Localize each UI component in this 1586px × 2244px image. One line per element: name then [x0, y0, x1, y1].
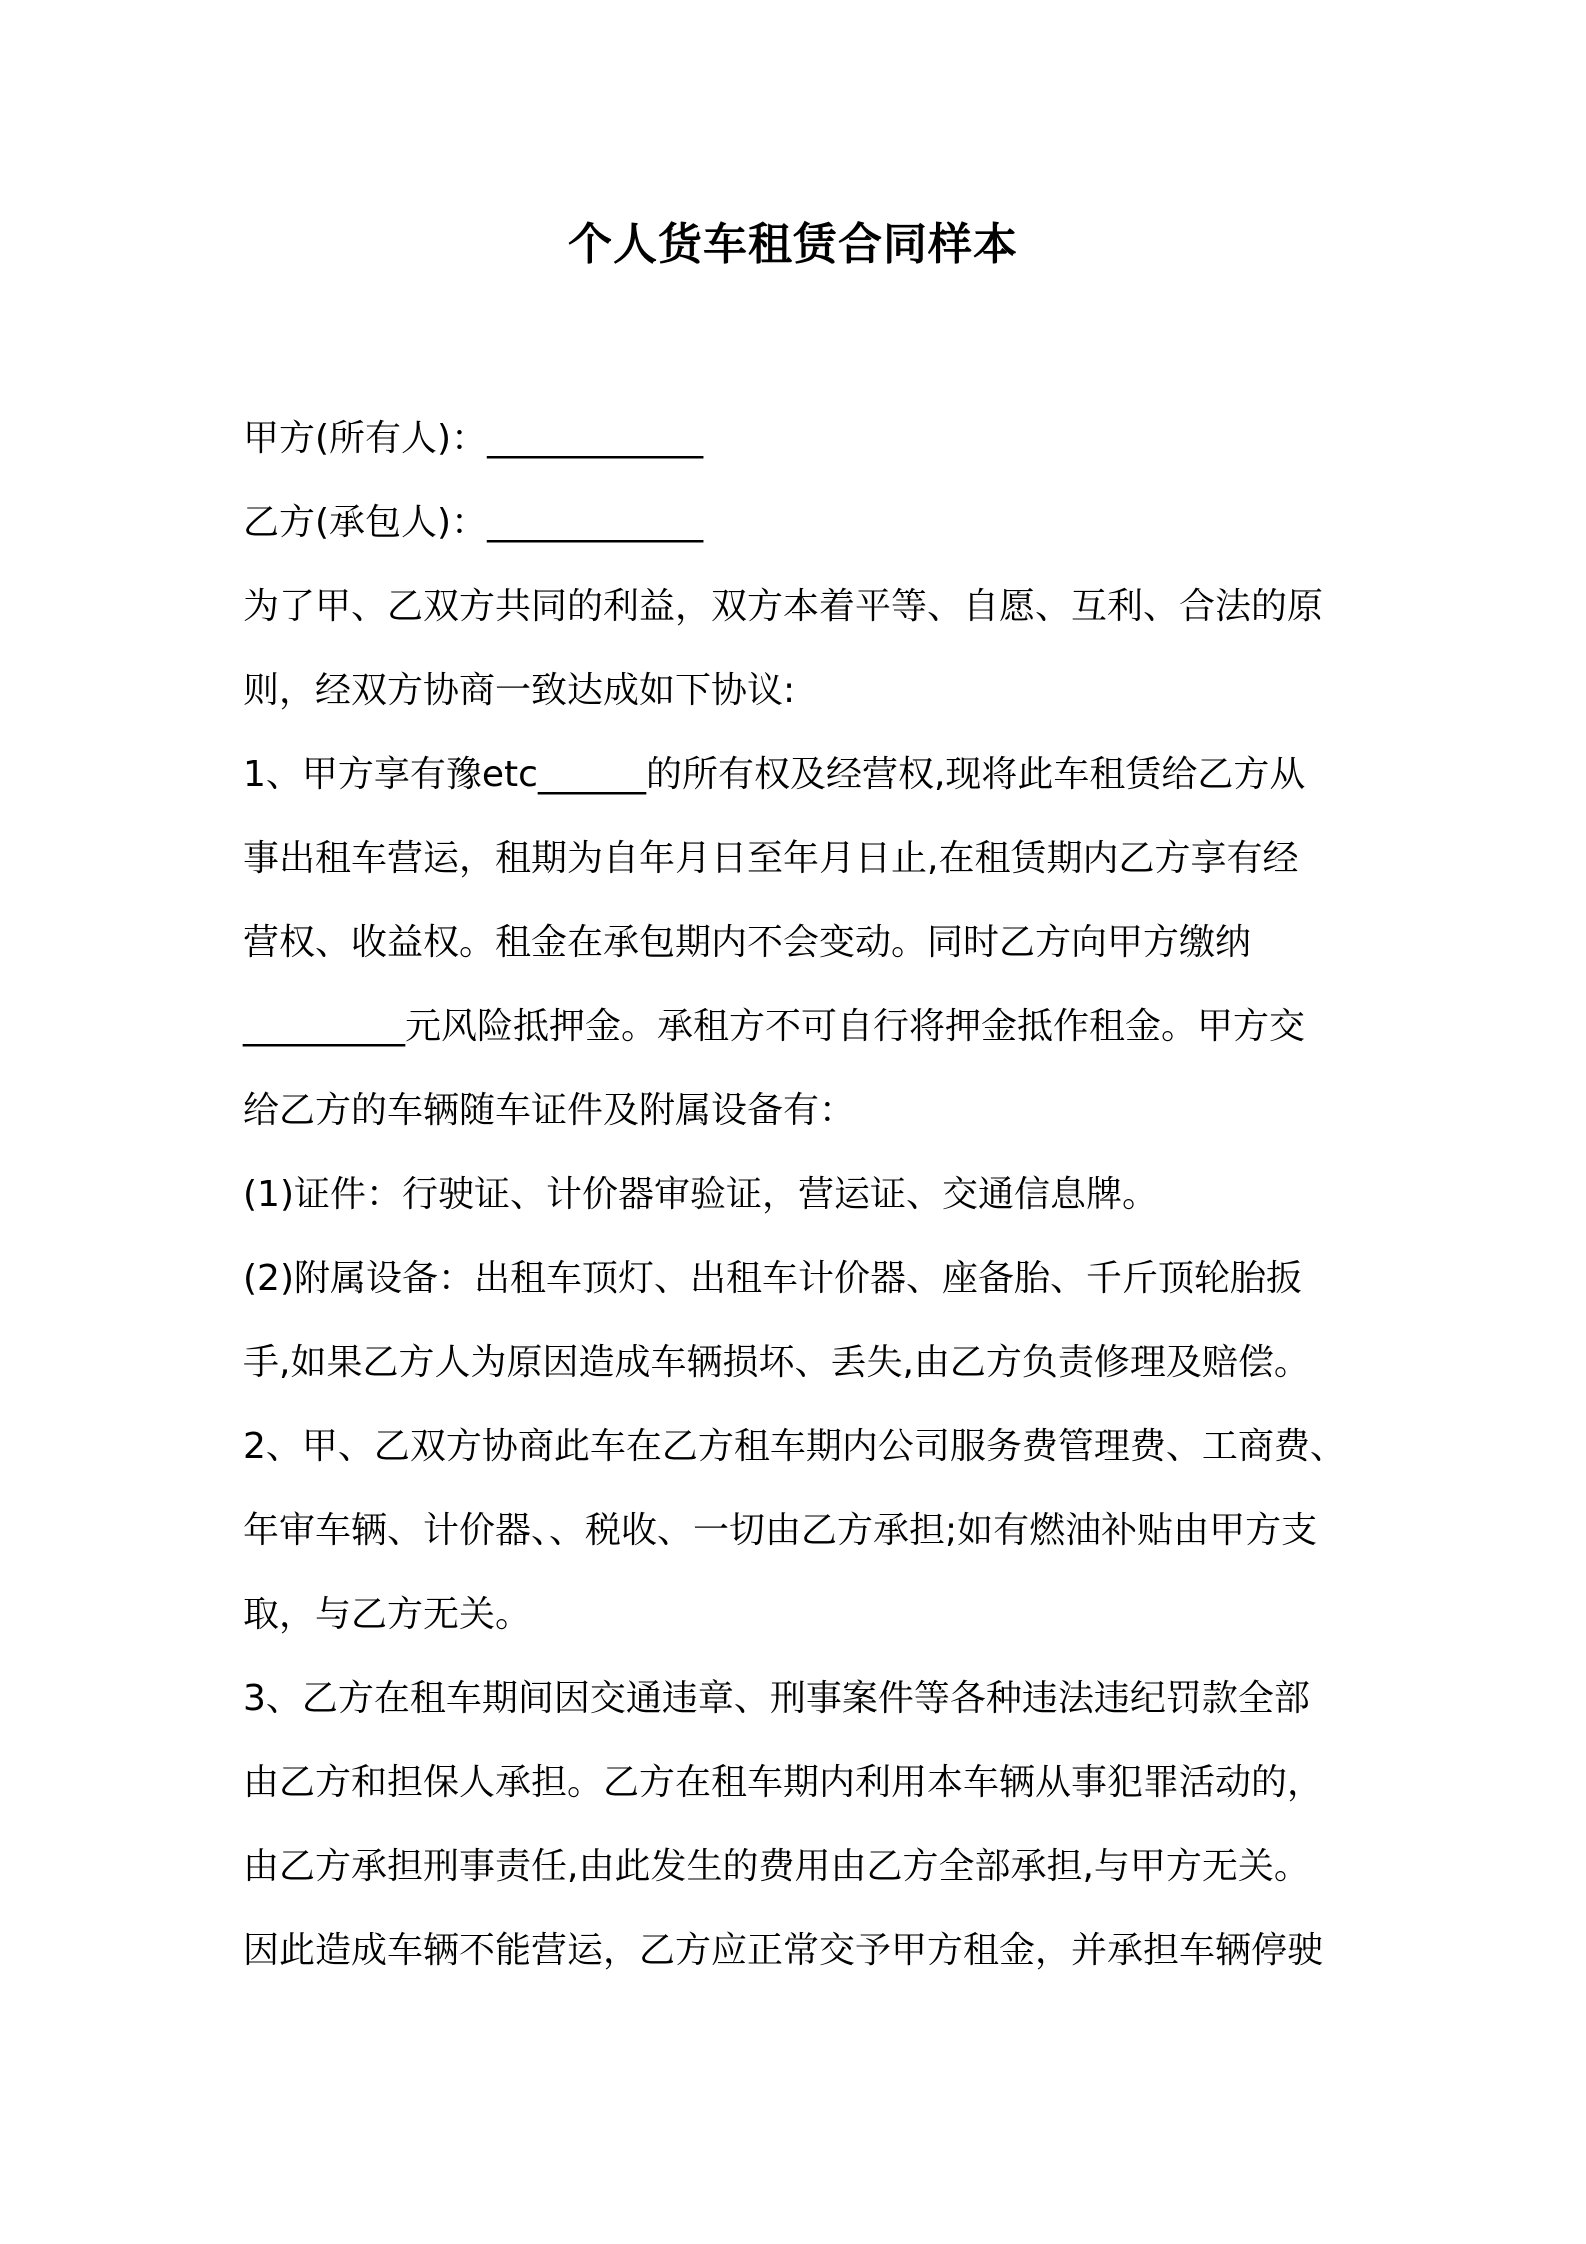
- document-title: 个人货车租赁合同样本: [568, 219, 1018, 270]
- body-line: _________元风险抵押金。承租方不可自行将押金抵作租金。甲方交: [243, 1006, 1306, 1047]
- clause-1-item-2-line: (2)附属设备：出租车顶灯、出租车计价器、座备胎、千斤顶轮胎扳: [243, 1258, 1302, 1299]
- clause-1-item-1-line: (1)证件：行驶证、计价器审验证，营运证、交通信息牌。: [243, 1174, 1158, 1215]
- party-b-line: 乙方(承包人)：____________: [243, 502, 704, 543]
- body-line: 由乙方承担刑事责任,由此发生的费用由乙方全部承担,与甲方无关。: [243, 1846, 1310, 1887]
- body-line: 年审车辆、计价器、、税收、一切由乙方承担;如有燃油补贴由甲方支: [243, 1510, 1318, 1551]
- body-line: 因此造成车辆不能营运，乙方应正常交予甲方租金，并承担车辆停驶: [243, 1930, 1324, 1971]
- body-line: 取，与乙方无关。: [243, 1594, 532, 1635]
- party-a-line: 甲方(所有人)：____________: [243, 418, 704, 459]
- clause-1-line: 1、甲方享有豫etc______的所有权及经营权,现将此车租赁给乙方从: [243, 754, 1306, 795]
- body-line: 手,如果乙方人为原因造成车辆损坏、丢失,由乙方负责修理及赔偿。: [243, 1342, 1310, 1383]
- body-line: 营权、收益权。租金在承包期内不会变动。同时乙方向甲方缴纳: [243, 922, 1252, 963]
- body-line: 事出租车营运，租期为自年月日至年月日止,在租赁期内乙方享有经: [243, 838, 1299, 879]
- clause-3-line: 3、乙方在租车期间因交通违章、刑事案件等各种违法违纪罚款全部: [243, 1678, 1310, 1719]
- clause-2-line: 2、甲、乙双方协商此车在乙方租车期内公司服务费管理费、工商费、: [243, 1426, 1346, 1467]
- body-line: 则，经双方协商一致达成如下协议:: [243, 670, 796, 711]
- body-line: 为了甲、乙双方共同的利益，双方本着平等、自愿、互利、合法的原: [243, 586, 1324, 627]
- body-line: 由乙方和担保人承担。乙方在租车期内利用本车辆从事犯罪活动的，: [243, 1762, 1324, 1803]
- body-line: 给乙方的车辆随车证件及附属设备有：: [243, 1090, 856, 1131]
